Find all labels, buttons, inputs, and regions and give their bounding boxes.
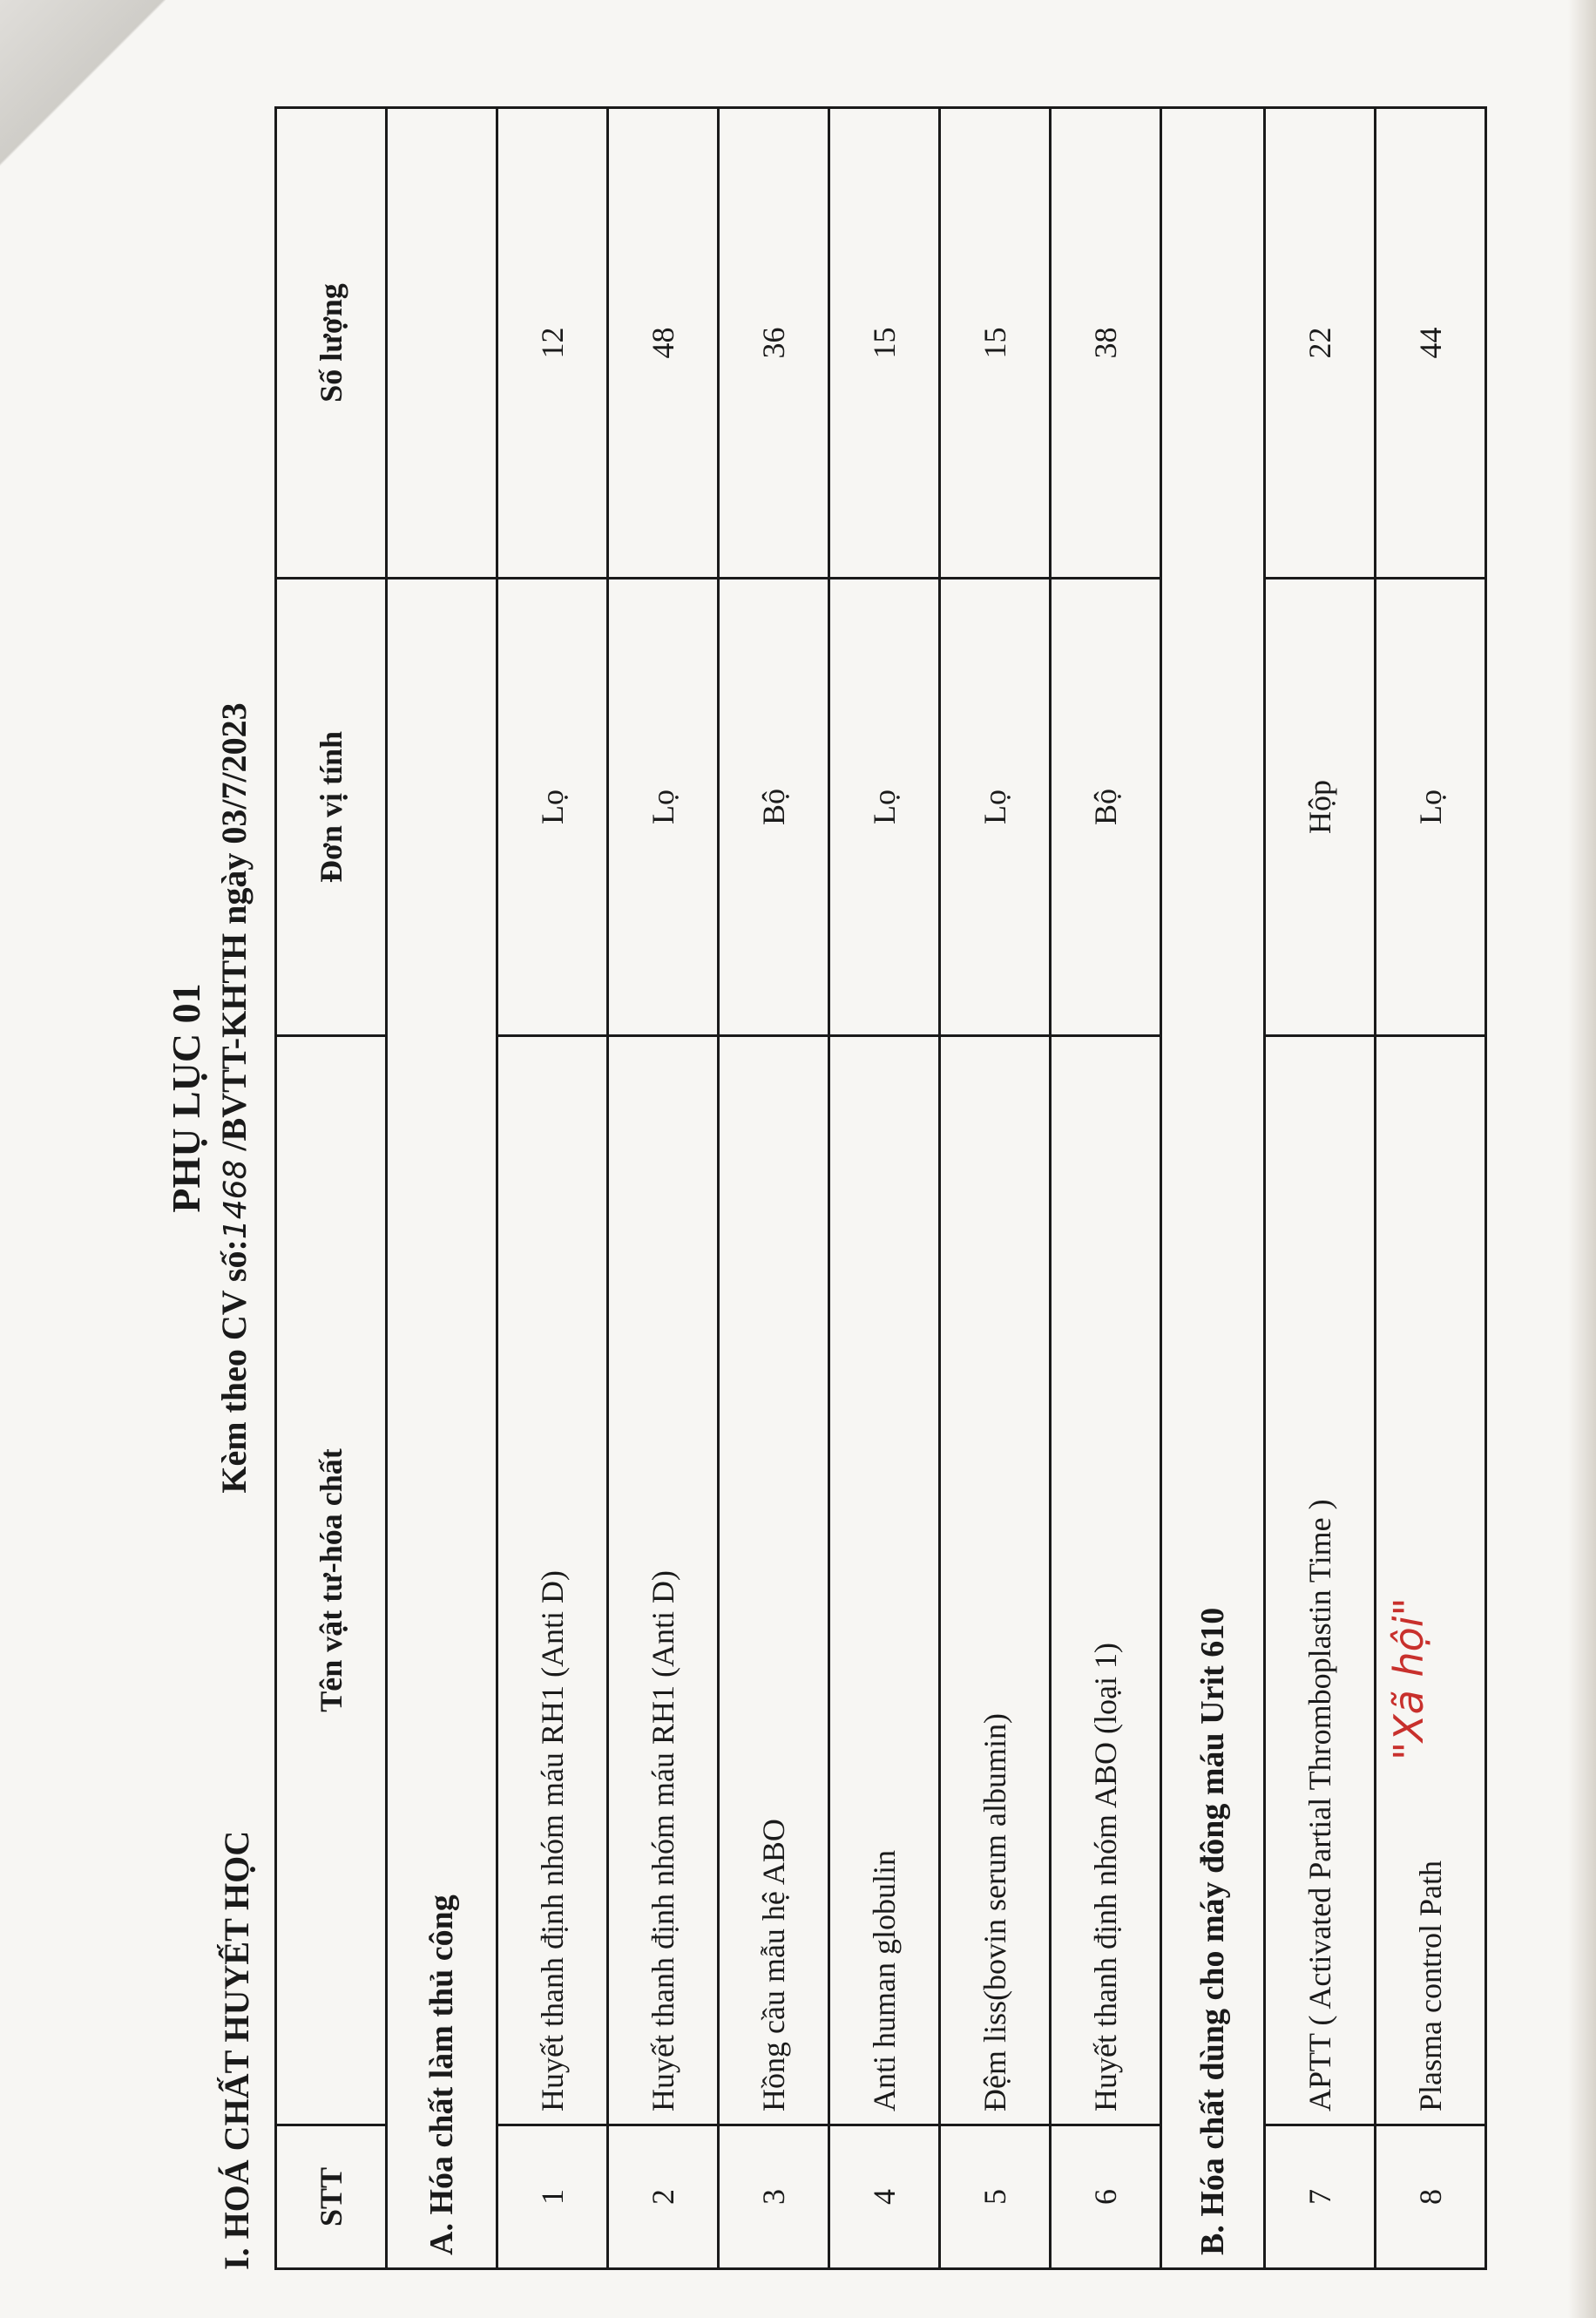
- cell-stt: 7: [1265, 2125, 1376, 2269]
- document-title: PHỤ LỤC 01: [164, 983, 208, 1213]
- cell-quantity: 15: [829, 108, 940, 579]
- supplies-table: [274, 106, 1487, 2270]
- cell-quantity: 12: [497, 108, 608, 579]
- group-row: [387, 108, 497, 2269]
- table-row: [1051, 108, 1161, 2269]
- cell-stt: 1: [497, 2125, 608, 2269]
- reference-prefix: Kèm theo CV số:: [214, 1239, 254, 1494]
- cell-unit: Bộ: [719, 579, 829, 1036]
- document-header: [161, 662, 259, 1534]
- table-row: [719, 108, 829, 2269]
- table-row: [940, 108, 1051, 2269]
- group-row: [1161, 108, 1265, 2269]
- cell-unit: Lọ: [829, 579, 940, 1036]
- table-row: [1265, 108, 1376, 2269]
- cell-name: Huyết thanh định nhóm máu RH1 (Anti D): [497, 1036, 608, 2125]
- cell-name: APTT ( Activated Partial Thromboplastin Time ): [1265, 1036, 1376, 2125]
- table-row: [829, 108, 940, 2269]
- column-header-stt: STT: [276, 2125, 387, 2269]
- page-corner-fold: [0, 0, 166, 174]
- group-empty-cell: [387, 108, 497, 579]
- reference-number: 1468: [218, 1159, 254, 1240]
- column-header-unit: Đơn vị tính: [276, 579, 387, 1036]
- cell-stt: 4: [829, 2125, 940, 2269]
- cell-name: Đệm liss(bovin serum albumin): [940, 1036, 1051, 2125]
- cell-stt: 6: [1051, 2125, 1161, 2269]
- cell-name: Anti human globulin: [829, 1036, 940, 2125]
- reference-suffix: /BVTT-KHTH ngày 03/7/2023: [214, 702, 254, 1151]
- table-row: [1376, 108, 1486, 2269]
- cell-unit: Lọ: [940, 579, 1051, 1036]
- table-row: [608, 108, 719, 2269]
- cell-stt: 3: [719, 2125, 829, 2269]
- cell-quantity: 15: [940, 108, 1051, 579]
- cell-name: Huyết thanh định nhóm ABO (loại 1): [1051, 1036, 1161, 2125]
- table-row: [497, 108, 608, 2269]
- cell-unit: Lọ: [1376, 579, 1486, 1036]
- column-header-quantity: Số lượng: [276, 108, 387, 579]
- cell-quantity: 48: [608, 108, 719, 579]
- cell-quantity: 22: [1265, 108, 1376, 579]
- cell-unit: Bộ: [1051, 579, 1161, 1036]
- section-heading: I. HOÁ CHẤT HUYẾT HỌC: [217, 1830, 256, 2270]
- cell-quantity: 38: [1051, 108, 1161, 579]
- group-label: B. Hóa chất dùng cho máy đông máu Urit 610: [1161, 108, 1265, 2269]
- cell-name: Plasma control Path: [1376, 1036, 1486, 2125]
- table-header-row: [276, 108, 387, 2269]
- column-header-name: Tên vật tư-hóa chất: [276, 1036, 387, 2125]
- page-edge-shadow: [1568, 0, 1596, 2318]
- cell-stt: 2: [608, 2125, 719, 2269]
- cell-unit: Lọ: [497, 579, 608, 1036]
- cell-name: Hồng cầu mẫu hệ ABO: [719, 1036, 829, 2125]
- cell-stt: 5: [940, 2125, 1051, 2269]
- document-reference: [212, 662, 259, 1534]
- red-stamp-mark: "Xã hội": [1385, 1597, 1432, 1760]
- cell-quantity: 36: [719, 108, 829, 579]
- cell-unit: Lọ: [608, 579, 719, 1036]
- group-label: A. Hóa chất làm thủ công: [387, 579, 497, 2269]
- cell-unit: Hộp: [1265, 579, 1376, 1036]
- cell-stt: 8: [1376, 2125, 1486, 2269]
- cell-name: Huyết thanh định nhóm máu RH1 (Anti D): [608, 1036, 719, 2125]
- cell-quantity: 44: [1376, 108, 1486, 579]
